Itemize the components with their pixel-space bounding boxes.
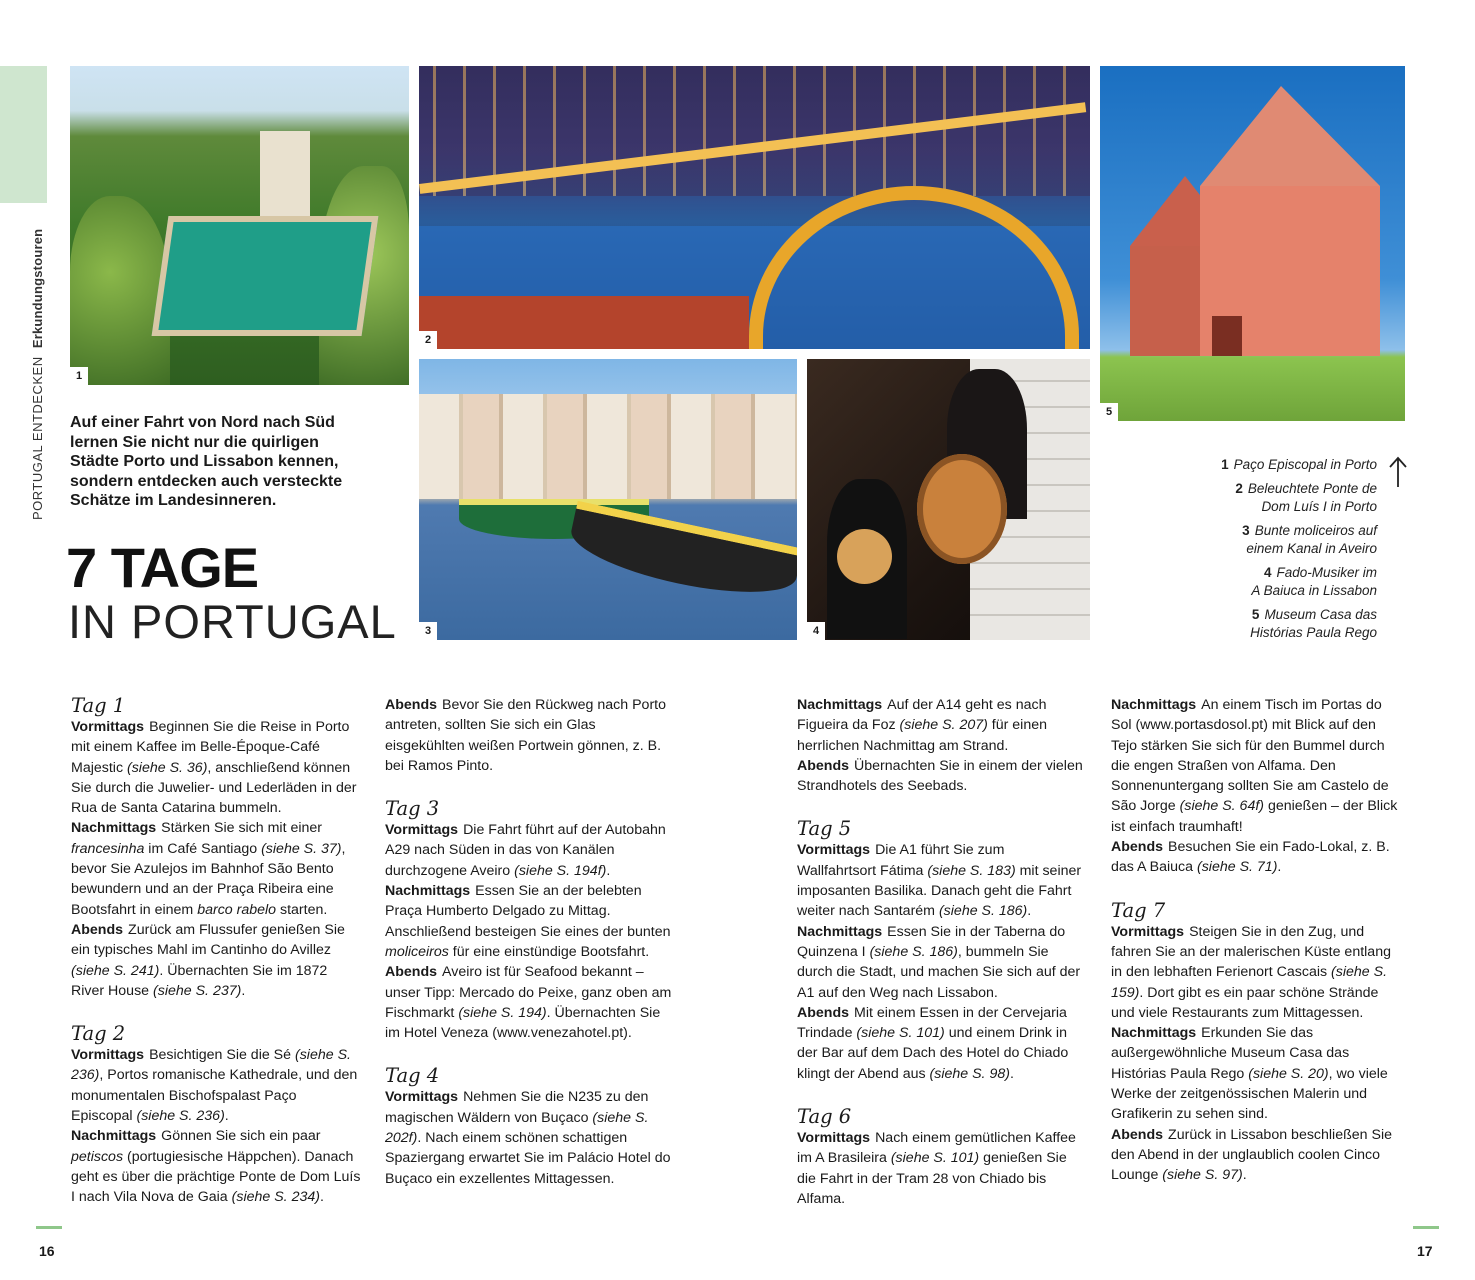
paragraph: Vormittags Besichtigen Sie die Sé (siehe S. 236), Portos romanische Kathedrale, und den monumentalen Bischofspalast Paço Episcopal (siehe S. 236). [71,1047,358,1125]
page-number-right: 17 [1417,1243,1433,1259]
photo-paco-episcopal [70,66,409,385]
photo-number: 3 [419,622,437,640]
page-title: 7 TAGE [66,536,259,599]
section-color-tab [0,66,47,203]
day-heading: Tag 4 [385,1064,440,1088]
paragraph: Nachmittags Stärken Sie sich mit einer francesinha im Café Santiago (siehe S. 37), bevor Sie Azulejos im Bahnhof São Bento bewundern und an der Praça Ribeira eine Bootsfahrt in einem barco rabelo starten. [71,820,346,918]
paragraph: Abends Zurück in Lissabon beschließen Sie den Abend in der unglaublich coolen Cinco Lounge (siehe S. 97). [1111,1126,1392,1184]
folio-rule-right [1413,1226,1439,1229]
column-3 [797,695,1087,1209]
column-2 [385,695,675,1189]
day-heading: Tag 6 [797,1105,852,1129]
paragraph: Nachmittags Auf der A14 geht es nach Figueira da Foz (siehe S. 207) für einen herrlichen Nachmittag am Strand. [797,697,1047,754]
caption-4: 4 Fado-Musiker im A Baiuca in Lissabon [1251,565,1377,598]
caption-5: 5 Museum Casa das Histórias Paula Rego [1250,607,1377,640]
paragraph: Vormittags Steigen Sie in den Zug, und fahren Sie an der malerischen Küste entlang in den lebhaften Ferienort Cascais (siehe S. 159). Dort gibt es ein paar schöne Strände und viele Restaurants zum Mittagessen. [1111,923,1391,1021]
paragraph: Vormittags Beginnen Sie die Reise in Porto mit einem Kaffee im Belle-Époque-Café Majestic (siehe S. 36), anschließend können Sie durch die Juwelier- und Lederläden in der Rua de Santa Catarina bummeln. [71,719,357,817]
day-heading: Tag 2 [71,1022,126,1046]
page-number-left: 16 [39,1243,55,1259]
photo-number: 4 [807,622,825,640]
caption-3: 3 Bunte moliceiros auf einem Kanal in Aveiro [1242,523,1377,556]
paragraph: Abends Mit einem Essen in der Cervejaria Trindade (siehe S. 101) und einem Drink in der Bar auf dem Dach des Hotel do Chiado klingt der Abend aus (siehe S. 98). [797,1004,1069,1082]
paragraph: Abends Besuchen Sie ein Fado-Lokal, z. B. das A Baiuca (siehe S. 71). [1111,839,1390,876]
page-subtitle: IN PORTUGAL [68,595,397,648]
photo-number: 2 [419,331,437,349]
paragraph: Vormittags Die Fahrt führt auf der Autobahn A29 nach Süden in das von Kanälen durchzogene Aveiro (siehe S. 194f). [385,822,666,879]
photo-ponte-dom-luis [419,66,1090,349]
paragraph: Abends Zurück am Flussufer genießen Sie ein typisches Mahl im Cantinho do Avillez (siehe S. 241). Übernachten Sie im 1872 River House (siehe S. 237). [71,921,345,999]
paragraph: Abends Bevor Sie den Rückweg nach Porto antreten, sollten Sie sich ein Glas eisgekühlten weißen Portwein gönnen, z. B. bei Ramos Pinto. [385,697,667,774]
paragraph: Vormittags Nach einem gemütlichen Kaffee im A Brasileira (siehe S. 101) genießen Sie die Fahrt in der Tram 28 von Chiado bis Alfama. [797,1130,1076,1207]
paragraph: Nachmittags An einem Tisch im Portas do Sol (www.portasdosol.pt) mit Blick auf den Tejo stärken Sie sich für den Bummel durch die engen Straßen von Alfama. Den Sonnenuntergang sollten Sie am Castelo de São Jorge (siehe S. 64f) genießen – der Blick ist einfach traumhaft! [1111,697,1398,835]
day-heading: Tag 5 [797,817,852,841]
day-heading: Tag 7 [1111,898,1166,922]
photo-number: 1 [70,367,88,385]
paragraph: Vormittags Die A1 führt Sie zum Wallfahrtsort Fátima (siehe S. 183) mit seiner imposanten Basilika. Danach geht die Fahrt weiter nach Santarém (siehe S. 186). [797,842,1082,920]
caption-1: 1 Paço Episcopal in Porto [1221,457,1377,472]
paragraph: Abends Übernachten Sie in einem der vielen Strandhotels des Seebads. [797,757,1083,795]
photo-casa-das-historias [1100,66,1405,421]
paragraph: Nachmittags Gönnen Sie sich ein paar petiscos (portugiesische Häppchen). Danach geht es über die prächtige Ponte de Dom Luís I nach Vila Nova de Gaia (siehe S. 234). [71,1128,361,1206]
section-name: PORTUGAL ENTDECKEN [30,356,45,520]
folio-rule-left [36,1226,62,1229]
photo-number: 5 [1100,403,1118,421]
photo-moliceiros-aveiro [419,359,797,640]
arrow-up-icon [1388,456,1408,488]
paragraph: Nachmittags Essen Sie an der belebten Praça Humberto Delgado zu Mittag. Anschließend besteigen Sie eines der bunten moliceiros für eine einstündige Bootsfahrt. [385,883,671,960]
chapter-name: Erkundungstouren [30,228,45,349]
photo-captions [1180,456,1377,648]
paragraph: Nachmittags Erkunden Sie das außergewöhnliche Museum Casa das Histórias Paula Rego (siehe S. 20), wo viele Werke der zeitgenössischen Malerin und Grafikerin zu sehen sind. [1111,1025,1388,1123]
column-1 [71,695,361,1208]
day-heading: Tag 1 [71,694,126,717]
column-4 [1111,695,1401,1186]
day-heading: Tag 3 [385,797,440,821]
paragraph: Vormittags Nehmen Sie die N235 zu den magischen Wäldern von Buçaco (siehe S. 202f). Nach einem schönen schattigen Spaziergang erwartet Sie im Palácio Hotel do Buçaco ein exzellentes Mittagessen. [385,1089,671,1187]
paragraph: Abends Aveiro ist für Seafood bekannt – unser Tipp: Mercado do Peixe, ganz oben am Fischmarkt (siehe S. 194). Übernachten Sie im Hotel Veneza (www.venezahotel.pt). [385,964,672,1042]
photo-fado-musicians [807,359,1090,640]
intro-text: Auf einer Fahrt von Nord nach Süd lernen Sie nicht nur die quirligen Städte Porto und Lissabon kennen, sondern entdecken auch versteckte Schätze im Landesinneren. [70,414,343,509]
caption-2: 2 Beleuchtete Ponte de Dom Luís I in Porto [1235,481,1377,514]
paragraph: Nachmittags Essen Sie in der Taberna do Quinzena I (siehe S. 186), bummeln Sie durch die Stadt, und machen Sie sich auf der A1 auf den Weg nach Lissabon. [797,923,1081,1001]
running-head [30,229,45,520]
